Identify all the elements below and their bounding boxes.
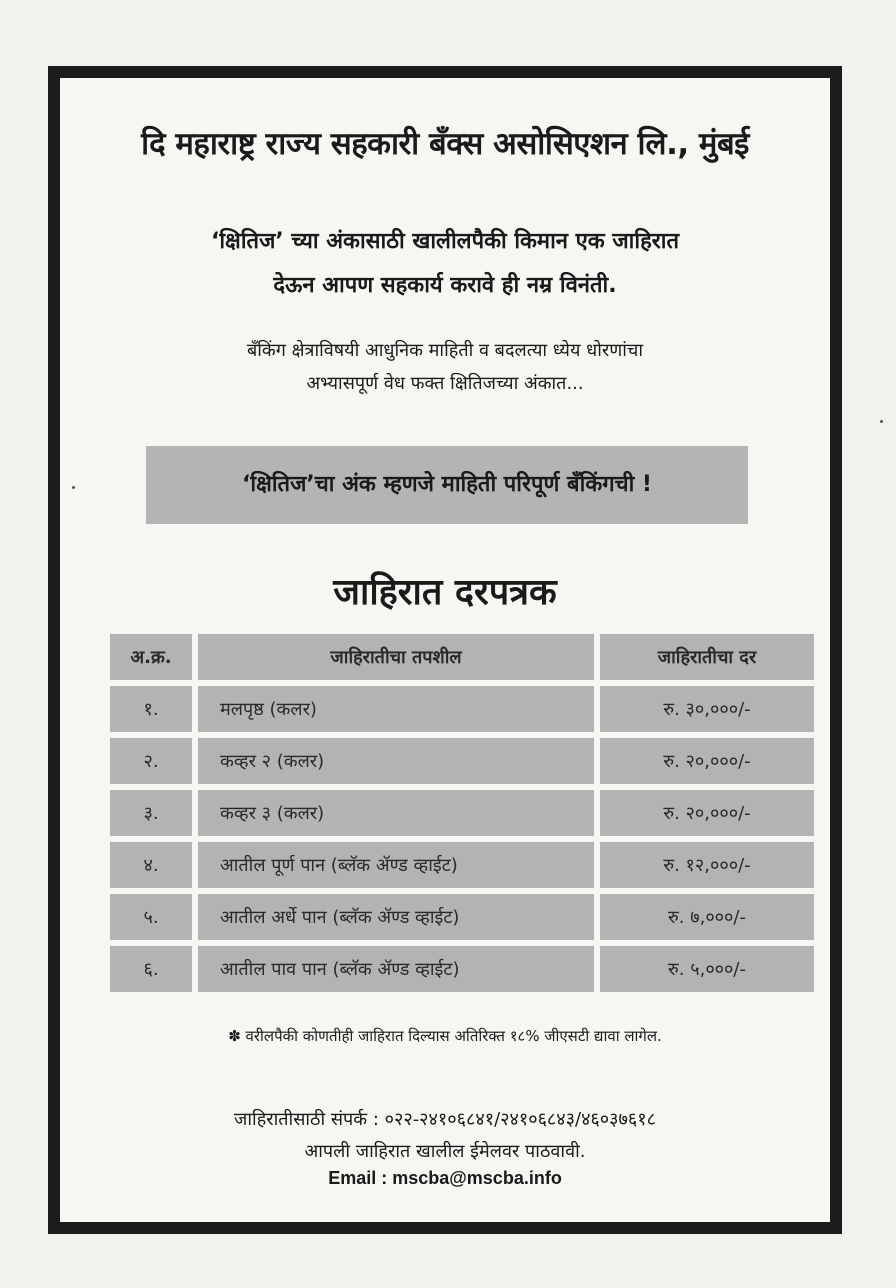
- intro-line-2: अभ्यासपूर्ण वेध फक्त क्षितिजच्या अंकात...: [306, 373, 584, 394]
- contact-email: Email : mscba@mscba.info: [328, 1168, 562, 1188]
- contact-phone-line: जाहिरातीसाठी संपर्क : ०२२-२४१०६८४१/२४१०६८४३/४६०३७६१८: [234, 1109, 656, 1130]
- table-row: [110, 790, 814, 836]
- organization-title: दि महाराष्ट्र राज्य सहकारी बँक्स असोसिएशन लि., मुंबई: [141, 126, 749, 162]
- header-description: जाहिरातीचा तपशील: [198, 634, 594, 680]
- table-row: [110, 738, 814, 784]
- rate-card-heading: जाहिरात दरपत्रक: [333, 572, 557, 613]
- gst-note: ✽ वरीलपैकी कोणतीही जाहिरात दिल्यास अतिरिक्त १८% जीएसटी द्यावा लागेल.: [228, 1027, 662, 1045]
- tagline-banner: ‘क्षितिज’चा अंक म्हणजे माहिती परिपूर्ण बँकिंगची !: [146, 446, 748, 524]
- paper-speck: [880, 420, 883, 423]
- rate-table: [104, 628, 820, 998]
- serial-cell: ४.: [110, 842, 192, 888]
- rate-cell: रु. ७,०००/-: [600, 894, 814, 940]
- advertisement-flyer: [48, 66, 842, 1234]
- description-cell: मलपृष्ठ (कलर): [198, 686, 594, 732]
- header-serial: अ.क्र.: [110, 634, 192, 680]
- appeal-line-1: ‘क्षितिज’ च्या अंकासाठी खालीलपैकी किमान एक जाहिरात: [211, 229, 679, 254]
- table-header-row: [110, 634, 814, 680]
- rate-cell: रु. १२,०००/-: [600, 842, 814, 888]
- description-cell: कव्हर २ (कलर): [198, 738, 594, 784]
- intro-text: [60, 334, 830, 400]
- contact-info: [60, 1104, 830, 1168]
- table-row: [110, 894, 814, 940]
- rate-cell: रु. २०,०००/-: [600, 738, 814, 784]
- rate-cell: रु. ३०,०००/-: [600, 686, 814, 732]
- rate-cell: रु. ५,०००/-: [600, 946, 814, 992]
- serial-cell: १.: [110, 686, 192, 732]
- table-row: [110, 686, 814, 732]
- serial-cell: ३.: [110, 790, 192, 836]
- appeal-text: [60, 220, 830, 308]
- description-cell: आतील अर्धे पान (ब्लॅक ॲण्ड व्हाईट): [198, 894, 594, 940]
- contact-email-instruction: आपली जाहिरात खालील ईमेलवर पाठवावी.: [304, 1141, 586, 1162]
- serial-cell: ५.: [110, 894, 192, 940]
- serial-cell: ६.: [110, 946, 192, 992]
- serial-cell: २.: [110, 738, 192, 784]
- header-rate: जाहिरातीचा दर: [600, 634, 814, 680]
- description-cell: आतील पूर्ण पान (ब्लॅक ॲण्ड व्हाईट): [198, 842, 594, 888]
- appeal-line-2: देऊन आपण सहकार्य करावे ही नम्र विनंती.: [273, 273, 617, 298]
- table-row: [110, 842, 814, 888]
- paper-speck: [72, 486, 75, 489]
- rate-cell: रु. २०,०००/-: [600, 790, 814, 836]
- description-cell: कव्हर ३ (कलर): [198, 790, 594, 836]
- intro-line-1: बँकिंग क्षेत्राविषयी आधुनिक माहिती व बदलत्या ध्येय धोरणांचा: [246, 340, 644, 361]
- table-row: [110, 946, 814, 992]
- description-cell: आतील पाव पान (ब्लॅक ॲण्ड व्हाईट): [198, 946, 594, 992]
